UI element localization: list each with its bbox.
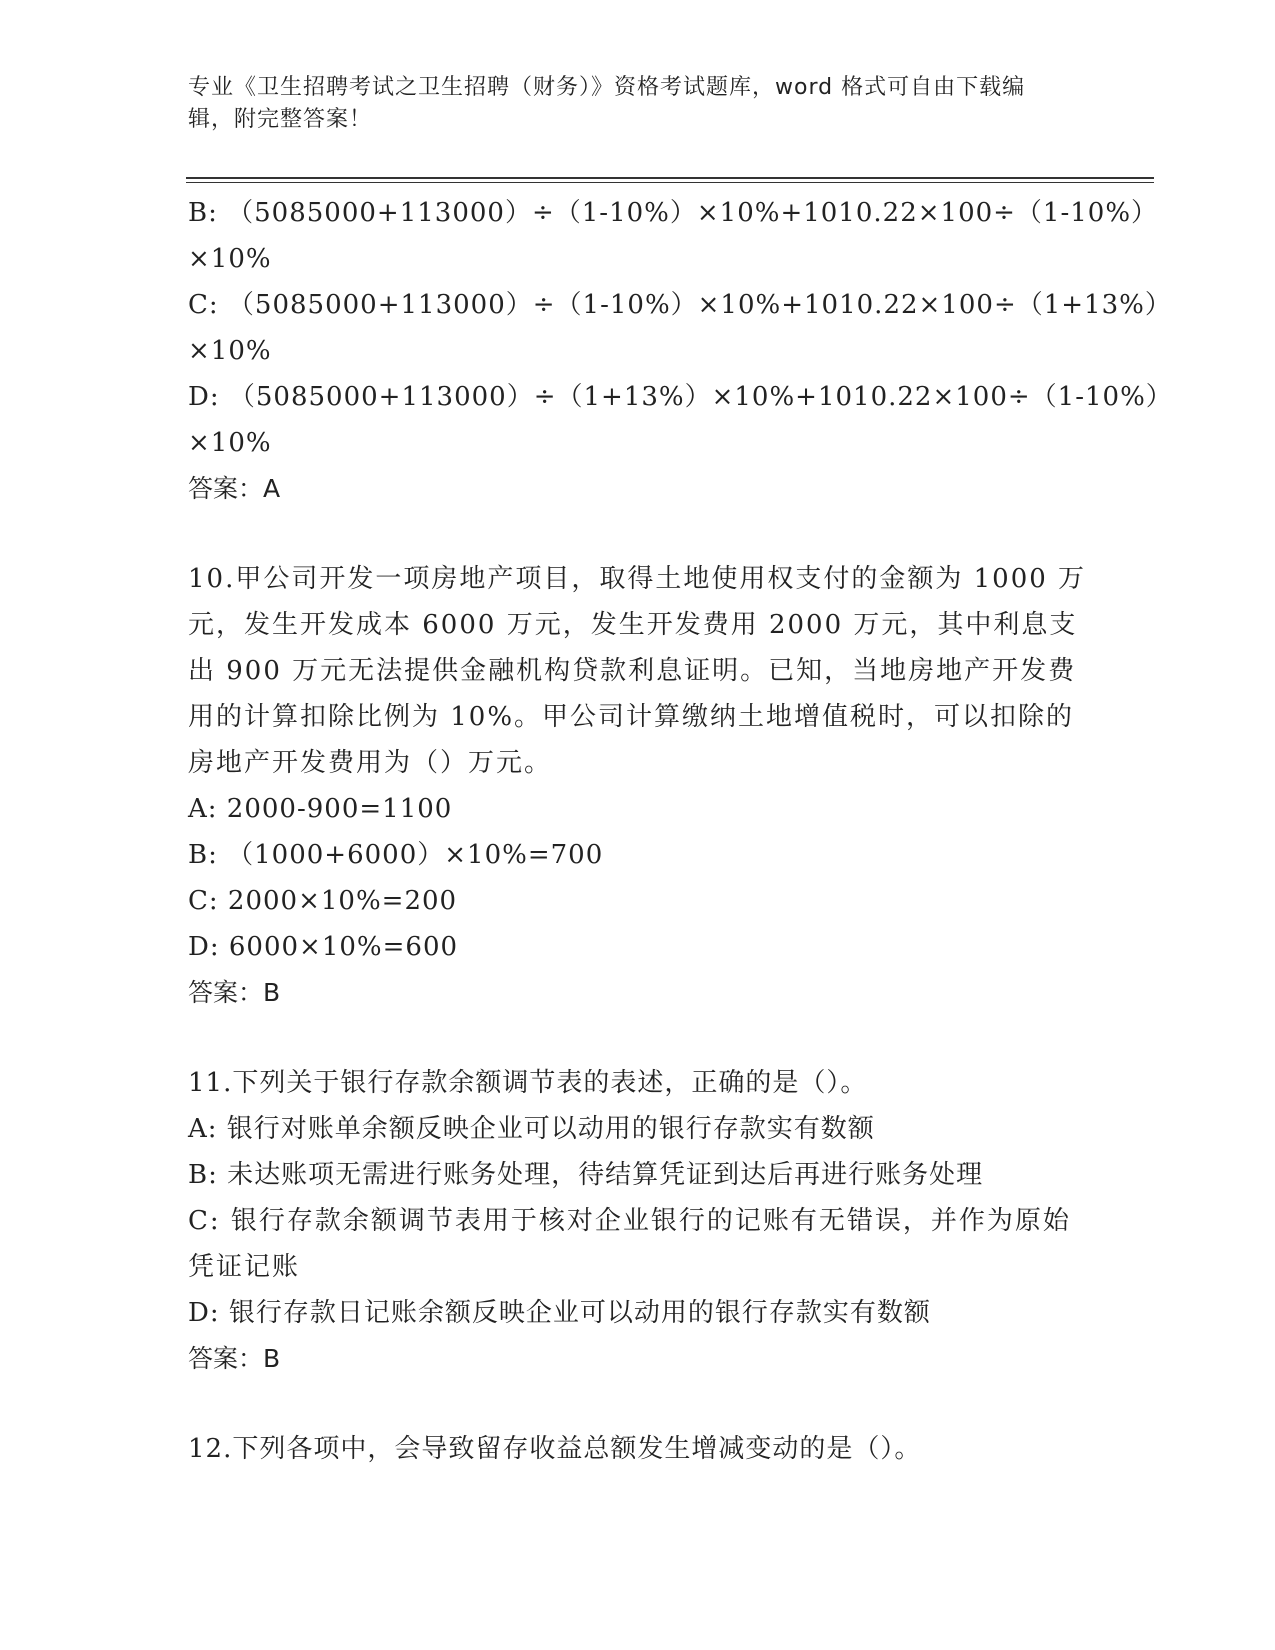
option-b: B: （1000+6000）×10%=700: [188, 840, 604, 870]
question-stem: 12.下列各项中，会导致留存收益总额发生增减变动的是（）。: [188, 1434, 922, 1464]
option-d-continued: ×10%: [188, 428, 272, 458]
answer-label: 答案：A: [188, 474, 281, 503]
page-header: 专业《卫生招聘考试之卫生招聘（财务）》资格考试题库，word 格式可自由下载编辑，附完整答案！: [188, 75, 1026, 132]
answer-label: 答案：B: [188, 978, 281, 1007]
answer-label: 答案：B: [188, 1344, 281, 1373]
question-stem: 10.甲公司开发一项房地产项目，取得土地使用权支付的金额为 1000 万元，发生开发成本 6000 万元，发生开发费用 2000 万元，其中利息支出 900 万元无法提供金融机构贷款利息证明。已知，当地房地产开发费用的计算扣除比例为 10%。甲公司计算缴纳土地增值税时，可以扣除的房地产开发费用为（）万元。: [188, 564, 1087, 778]
option-c: C: 2000×10%=200: [188, 886, 458, 916]
previous-question-block: [188, 190, 1173, 512]
question-stem: 11.下列关于银行存款余额调节表的表述，正确的是（）。: [188, 1068, 868, 1098]
option-c: C: 银行存款余额调节表用于核对企业银行的记账有无错误，并作为原始凭证记账: [188, 1206, 1071, 1282]
option-d: D: （5085000+113000）÷（1+13%）×10%+1010.22×100÷（1-10%）: [188, 382, 1173, 412]
option-b: B: 未达账项无需进行账务处理，待结算凭证到达后再进行账务处理: [188, 1160, 984, 1190]
header-rule-thick: [186, 177, 1154, 179]
option-a: A: 银行对账单余额反映企业可以动用的银行存款实有数额: [188, 1114, 875, 1144]
option-d: D: 银行存款日记账余额反映企业可以动用的银行存款实有数额: [188, 1298, 931, 1328]
question-11-block: [188, 1060, 1088, 1382]
option-d: D: 6000×10%=600: [188, 932, 459, 962]
header-rule-thin: [186, 182, 1154, 183]
question-content: [188, 190, 1173, 1472]
option-c: C: （5085000+113000）÷（1-10%）×10%+1010.22×100÷（1+13%）: [188, 290, 1172, 320]
option-c-continued: ×10%: [188, 336, 272, 366]
option-a: A: 2000-900=1100: [188, 794, 453, 824]
option-b-continued: ×10%: [188, 244, 272, 274]
question-10-block: [188, 556, 1088, 1016]
option-b: B: （5085000+113000）÷（1-10%）×10%+1010.22×100÷（1-10%）: [188, 198, 1159, 228]
question-12-block: [188, 1426, 1088, 1472]
